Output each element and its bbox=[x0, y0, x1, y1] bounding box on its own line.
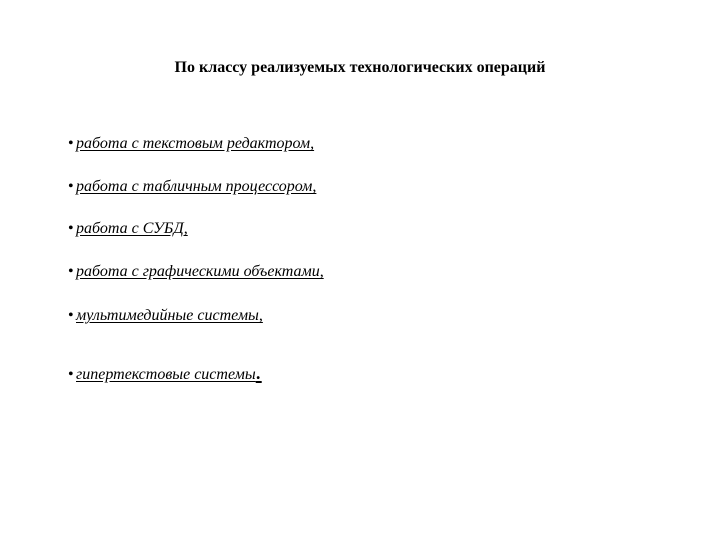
bullet-icon: • bbox=[68, 366, 74, 383]
list-item bbox=[68, 262, 324, 282]
bullet-icon: • bbox=[68, 135, 74, 152]
list-item bbox=[68, 177, 316, 197]
bullet-icon: • bbox=[68, 220, 74, 237]
list-item-text: гипертекстовые системы bbox=[76, 366, 256, 383]
list-item-trailing-period: . bbox=[255, 359, 262, 385]
list-item-text: работа с СУБД, bbox=[76, 220, 188, 237]
list-item-text: работа с табличным процессором, bbox=[76, 178, 317, 195]
slide-title: По классу реализуемых технологических операций bbox=[174, 59, 546, 76]
list-item-text: работа с текстовым редактором, bbox=[76, 135, 315, 152]
bullet-icon: • bbox=[68, 178, 74, 195]
list-item bbox=[68, 359, 262, 385]
bullet-icon: • bbox=[68, 307, 74, 324]
list-item-text: работа с графическими объектами, bbox=[76, 263, 324, 280]
list-item bbox=[68, 306, 263, 326]
list-item-text: мультимедийные системы, bbox=[76, 307, 263, 324]
bullet-icon: • bbox=[68, 263, 74, 280]
list-item bbox=[68, 219, 188, 239]
list-item bbox=[68, 134, 314, 154]
